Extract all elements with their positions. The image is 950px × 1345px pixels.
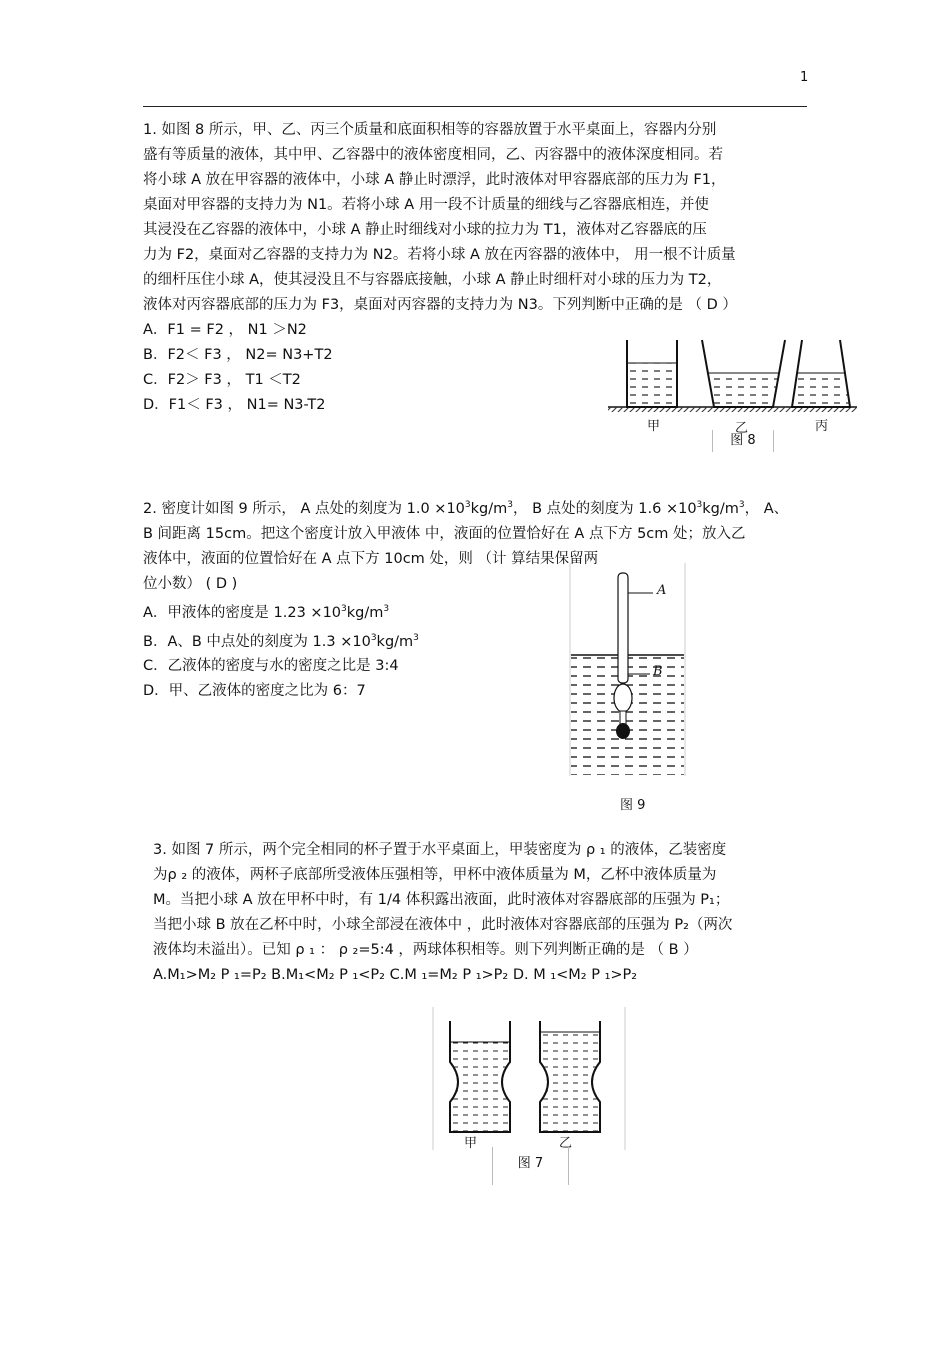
q2-opt-text: A．甲液体的密度是 1.23 ×10	[143, 604, 342, 621]
q1-option-a: A．F1 = F2 ， N1 ＞N2	[143, 322, 307, 338]
label-yi: 乙	[735, 421, 749, 436]
q1-line: 的细杆压住小球 A，使其浸没且不与容器底接触，小球 A 静止时细杆对小球的压力为 T2，	[143, 272, 722, 288]
q2-sup: 3	[507, 500, 513, 510]
figure-9	[568, 563, 688, 813]
q2-sup: 3	[464, 500, 471, 510]
q3-line: 3. 如图 7 所示，两个完全相同的杯子置于水平桌面上，甲装密度为 ρ ₁ 的液体，乙装密度	[153, 842, 727, 858]
q2-line-1	[143, 493, 788, 522]
q2-line: B 间距离 15cm。把这个密度计放入甲液体 中，液面的位置恰好在 A 点下方 5cm 处；放入乙	[143, 525, 746, 542]
question-3	[153, 838, 732, 988]
q2-text: ， B 点处的刻度为 1.6 ×10	[513, 500, 697, 517]
label-jia: 甲	[647, 419, 661, 434]
q1-option-b: B．F2＜ F3 ， N2= N3+T2	[143, 347, 333, 363]
q2-sup: 3	[341, 603, 347, 614]
q1-option-d: D．F1＜ F3 ， N1= N3-T2	[143, 397, 326, 413]
q1-line: 盛有等质量的液体，其中甲、乙容器中的液体密度相同，乙、丙容器中的液体深度相同。若	[143, 147, 723, 163]
q2-text: 2. 密度计如图 9 所示， A 点处的刻度为 1.0 ×10	[143, 500, 465, 517]
q1-line: 桌面对甲容器的支持力为 N1。若将小球 A 用一段不计质量的细线与乙容器底相连，并使	[143, 197, 709, 213]
header-rule	[143, 106, 807, 107]
q2-option-c: C．乙液体的密度与水的密度之比是 3:4	[143, 658, 399, 675]
figure-8	[605, 335, 860, 455]
figure-8-caption-box	[712, 430, 774, 452]
q3-line: M。当把小球 A 放在甲杯中时，有 1/4 体积露出液面，此时液体对容器底部的压强为 P₁；	[153, 892, 730, 908]
cups-diagram	[432, 1007, 627, 1152]
q1-line: 将小球 A 放在甲容器的液体中，小球 A 静止时漂浮，此时液体对甲容器底部的压力为 F1，	[143, 172, 726, 188]
q2-opt-text: kg/m	[376, 633, 414, 650]
page-number: 1	[800, 70, 809, 85]
mark-a-label: A	[657, 583, 667, 598]
q2-opt-text: kg/m	[346, 604, 384, 621]
figure-9-caption: 图 9	[620, 798, 646, 813]
q1-line: 1. 如图 8 所示，甲、乙、丙三个质量和底面积相等的容器放置于水平桌面上，容器内分别	[143, 122, 717, 138]
q3-options: A.M₁>M₂ P ₁=P₂ B.M₁<M₂ P ₁<P₂ C.M ₁=M₂ P ₁>P₂ D. M ₁<M₂ P ₁>P₂	[153, 967, 638, 983]
figure-7-caption: 图 7	[517, 1156, 544, 1171]
figure-7-caption-box	[492, 1147, 569, 1185]
q2-option-a	[143, 597, 788, 626]
q2-opt-text: B．A、B 中点处的刻度为 1.3 ×10	[143, 633, 371, 650]
q2-text: kg/m	[702, 500, 739, 517]
label-yi: 乙	[559, 1136, 573, 1151]
q2-text: kg/m	[470, 500, 508, 517]
mark-b-label: B	[653, 664, 663, 679]
q1-line: 其浸没在乙容器的液体中，小球 A 静止时细线对小球的拉力为 T1，液体对乙容器底的压	[143, 222, 707, 238]
q2-sup: 3	[413, 632, 419, 643]
question-2	[143, 493, 788, 704]
q2-line: 液体中，液面的位置恰好在 A 点下方 10cm 处，则 （计 算结果保留两	[143, 550, 599, 567]
q2-sup: 3	[738, 500, 745, 510]
q3-line: 当把小球 B 放在乙杯中时，小球全部浸在液体中 ，此时液体对容器底部的压强为 P₂（两次	[153, 917, 733, 933]
figure-7	[432, 1007, 627, 1187]
figure-8-caption: 图 8	[730, 433, 756, 448]
containers-diagram	[605, 335, 860, 415]
label-jia: 甲	[464, 1136, 478, 1151]
q3-line: 为ρ ₂ 的液体，两杯子底部所受液体压强相等，甲杯中液体质量为 M，乙杯中液体质量为	[153, 867, 717, 883]
hydrometer-diagram	[568, 563, 688, 778]
q2-option-b	[143, 626, 788, 655]
q1-line: 力为 F2，桌面对乙容器的支持力为 N2。若将小球 A 放在丙容器的液体中， 用一根不计质量	[143, 247, 736, 263]
q2-sup: 3	[696, 500, 703, 510]
q1-line: 液体对丙容器底部的压力为 F3，桌面对丙容器的支持力为 N3。下列判断中正确的是 （ D ）	[143, 297, 737, 313]
q3-line: 液体均未溢出）。已知 ρ ₁ ： ρ ₂=5:4 ，两球体积相等。则下列判断正确的是 （ B ）	[153, 942, 698, 958]
q2-text: ， A、	[744, 500, 789, 517]
q2-option-d: D．甲、乙液体的密度之比为 6：7	[143, 683, 366, 700]
q2-sup: 3	[370, 632, 377, 643]
q1-option-c: C．F2＞ F3 ， T1 ＜T2	[143, 372, 301, 388]
q2-line: 位小数） ( D )	[143, 575, 238, 592]
label-bing: 丙	[815, 419, 829, 434]
q2-sup: 3	[383, 603, 390, 614]
